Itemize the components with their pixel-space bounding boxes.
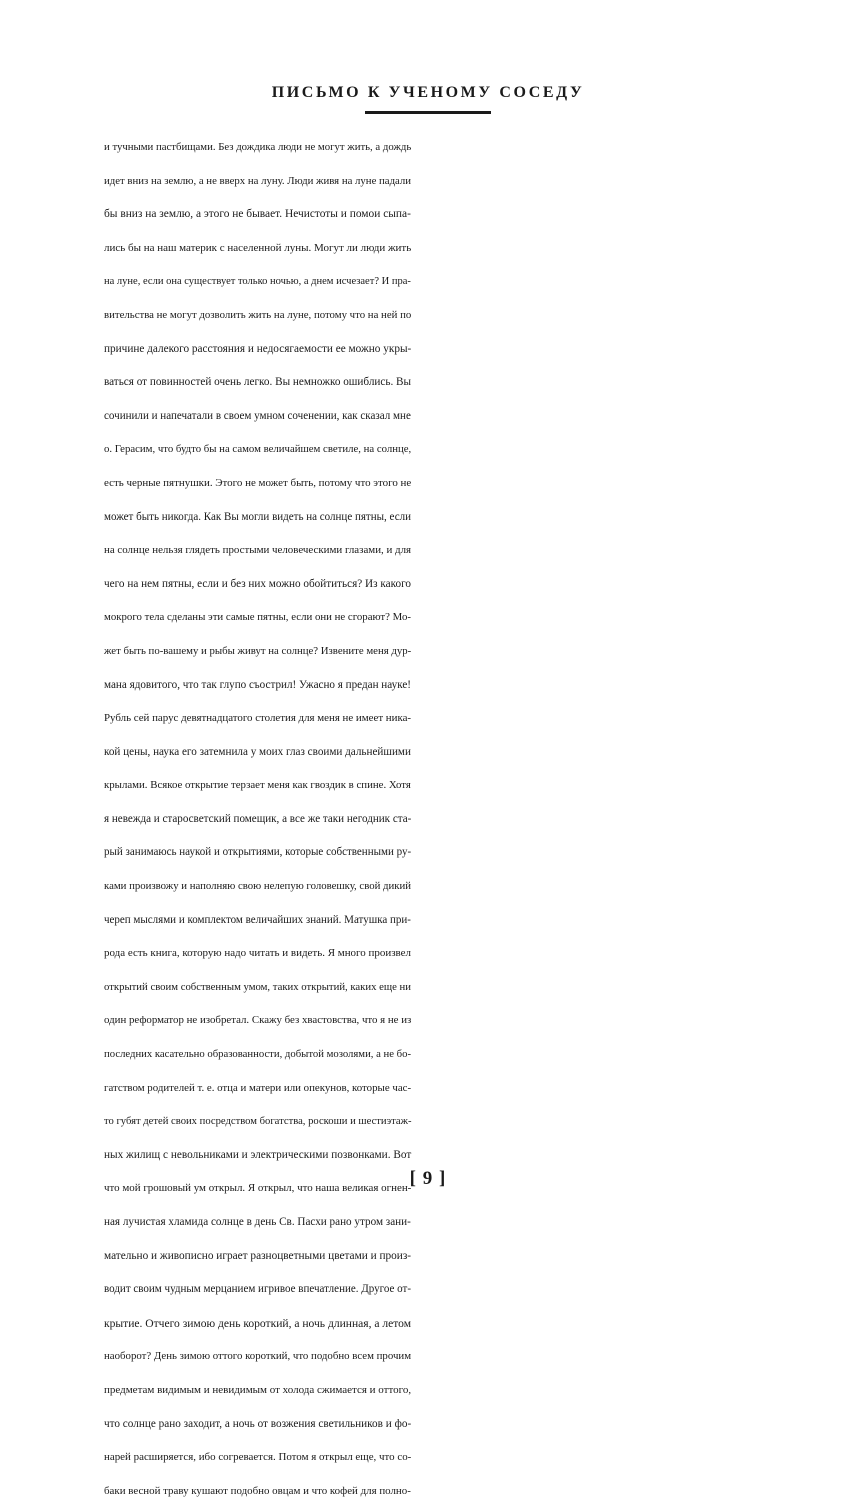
text-line: есть черные пятнушки. Этого не может быть, потому что этого не <box>104 476 412 489</box>
text-line: наоборот? День зимою оттого короткий, что подобно всем прочим <box>104 1350 412 1363</box>
text-line: ваться от повинностей очень легко. Вы немножко ошиблись. Вы <box>104 376 412 389</box>
text-line: бы вниз на землю, а этого не бывает. Нечистоты и помои сыпа- <box>104 208 411 221</box>
text-line: Рубль сей парус девятнадцатого столетия для меня не имеет ника- <box>104 712 412 725</box>
text-line: один реформатор не изобретал. Скажу без хвастовства, что я не из <box>104 1014 412 1027</box>
text-line: ками произвожу и наполняю свою нелепую головешку, свой дикий <box>104 880 412 893</box>
text-line: ная лучистая хламида солнце в день Св. Пасхи рано утром зани- <box>104 1216 411 1228</box>
text-line: лись бы на наш материк с населенной луны. Могут ли люди жить <box>104 241 412 254</box>
text-line: что мой грошовый ум открыл. Я открыл, что наша великая огнен- <box>104 1182 412 1195</box>
text-line: я невежда и старосветский помещик, а все же таки негодник ста- <box>104 812 412 825</box>
text-line: ных жилищ с невольниками и электрическими позвонками. Вот <box>104 1148 412 1161</box>
text-line: на луне, если она существует только ночью, а днем исчезает? И пра- <box>104 276 411 288</box>
running-head: ПИСЬМО К УЧЕНОМУ СОСЕДУ <box>271 84 585 101</box>
text-line: кой цены, наука его затемнила у моих глаз своими дальнейшими <box>104 745 411 758</box>
text-line: последних касательно образованности, добытой мозолями, а не бо- <box>104 1048 412 1061</box>
text-line: может быть никогда. Как Вы могли видеть на солнце пятны, если <box>104 510 411 523</box>
text-line: гатством родителей т. е. отца и матери или опекунов, которые час- <box>104 1081 412 1094</box>
text-line: что солнце рано заходит, а ночь от возжения светильников и фо- <box>104 1417 412 1430</box>
header-rule <box>365 111 491 114</box>
text-line: череп мыслями и комплектом величайших знаний. Матушка при- <box>104 913 411 926</box>
text-line: водит своим чудным мерцанием игривое впечатление. Другое от- <box>104 1283 412 1296</box>
text-line: крытие. Отчего зимою день короткий, а ночь длинная, а летом <box>104 1316 411 1330</box>
text-line: мокрого тела сделаны эти самые пятны, если они не сгорают? Мо- <box>104 611 412 624</box>
text-line: рый занимаюсь наукой и открытиями, которые собственными ру- <box>104 846 412 859</box>
text-line: открытий своим собственным умом, таких открытий, каких еще ни <box>104 980 412 993</box>
text-line: чего на нем пятны, если и без них можно обойтиться? Из какого <box>104 577 412 590</box>
text-line: идет вниз на землю, а не вверх на луну. Люди живя на луне падали <box>104 174 412 187</box>
text-line: жет быть по-вашему и рыбы живут на солнце? Извените меня дур- <box>104 644 412 657</box>
text-line: вительства не могут дозволить жить на луне, потому что на ней по <box>104 308 412 321</box>
text-line: предметам видимым и невидимым от холода сжимается и оттого, <box>104 1383 412 1396</box>
body-text <box>104 131 722 1508</box>
text-line: и тучными пастбищами. Без дождика люди не могут жить, а дождь <box>104 141 412 153</box>
text-line: рода есть книга, которую надо читать и видеть. Я много произвел <box>104 947 411 960</box>
text-line: баки весной траву кушают подобно овцам и что кофей для полно- <box>104 1484 411 1497</box>
text-line: то губят детей своих посредством богатства, роскоши и шестиэтаж- <box>104 1116 412 1128</box>
text-line: мана ядовитого, что так глупо съострил! Ужасно я предан науке! <box>104 678 411 691</box>
page-number: [ 9 ] <box>409 1168 447 1189</box>
text-line: о. Герасим, что будто бы на самом величайшем светиле, на солнце, <box>104 443 412 456</box>
text-line: сочинили и напечатали в своем умном соченении, как сказал мне <box>104 409 411 422</box>
text-line: крылами. Всякое открытие терзает меня как гвоздик в спине. Хотя <box>104 779 411 792</box>
text-line: мательно и живописно играет разноцветными цветами и произ- <box>104 1249 412 1262</box>
text-line: нарей расширяется, ибо согревается. Потом я открыл еще, что со- <box>104 1451 412 1464</box>
text-line: на солнце нельзя глядеть простыми человеческими глазами, и для <box>104 544 412 557</box>
text-line: причине далекого расстояния и недосягаемости ее можно укры- <box>104 342 412 355</box>
